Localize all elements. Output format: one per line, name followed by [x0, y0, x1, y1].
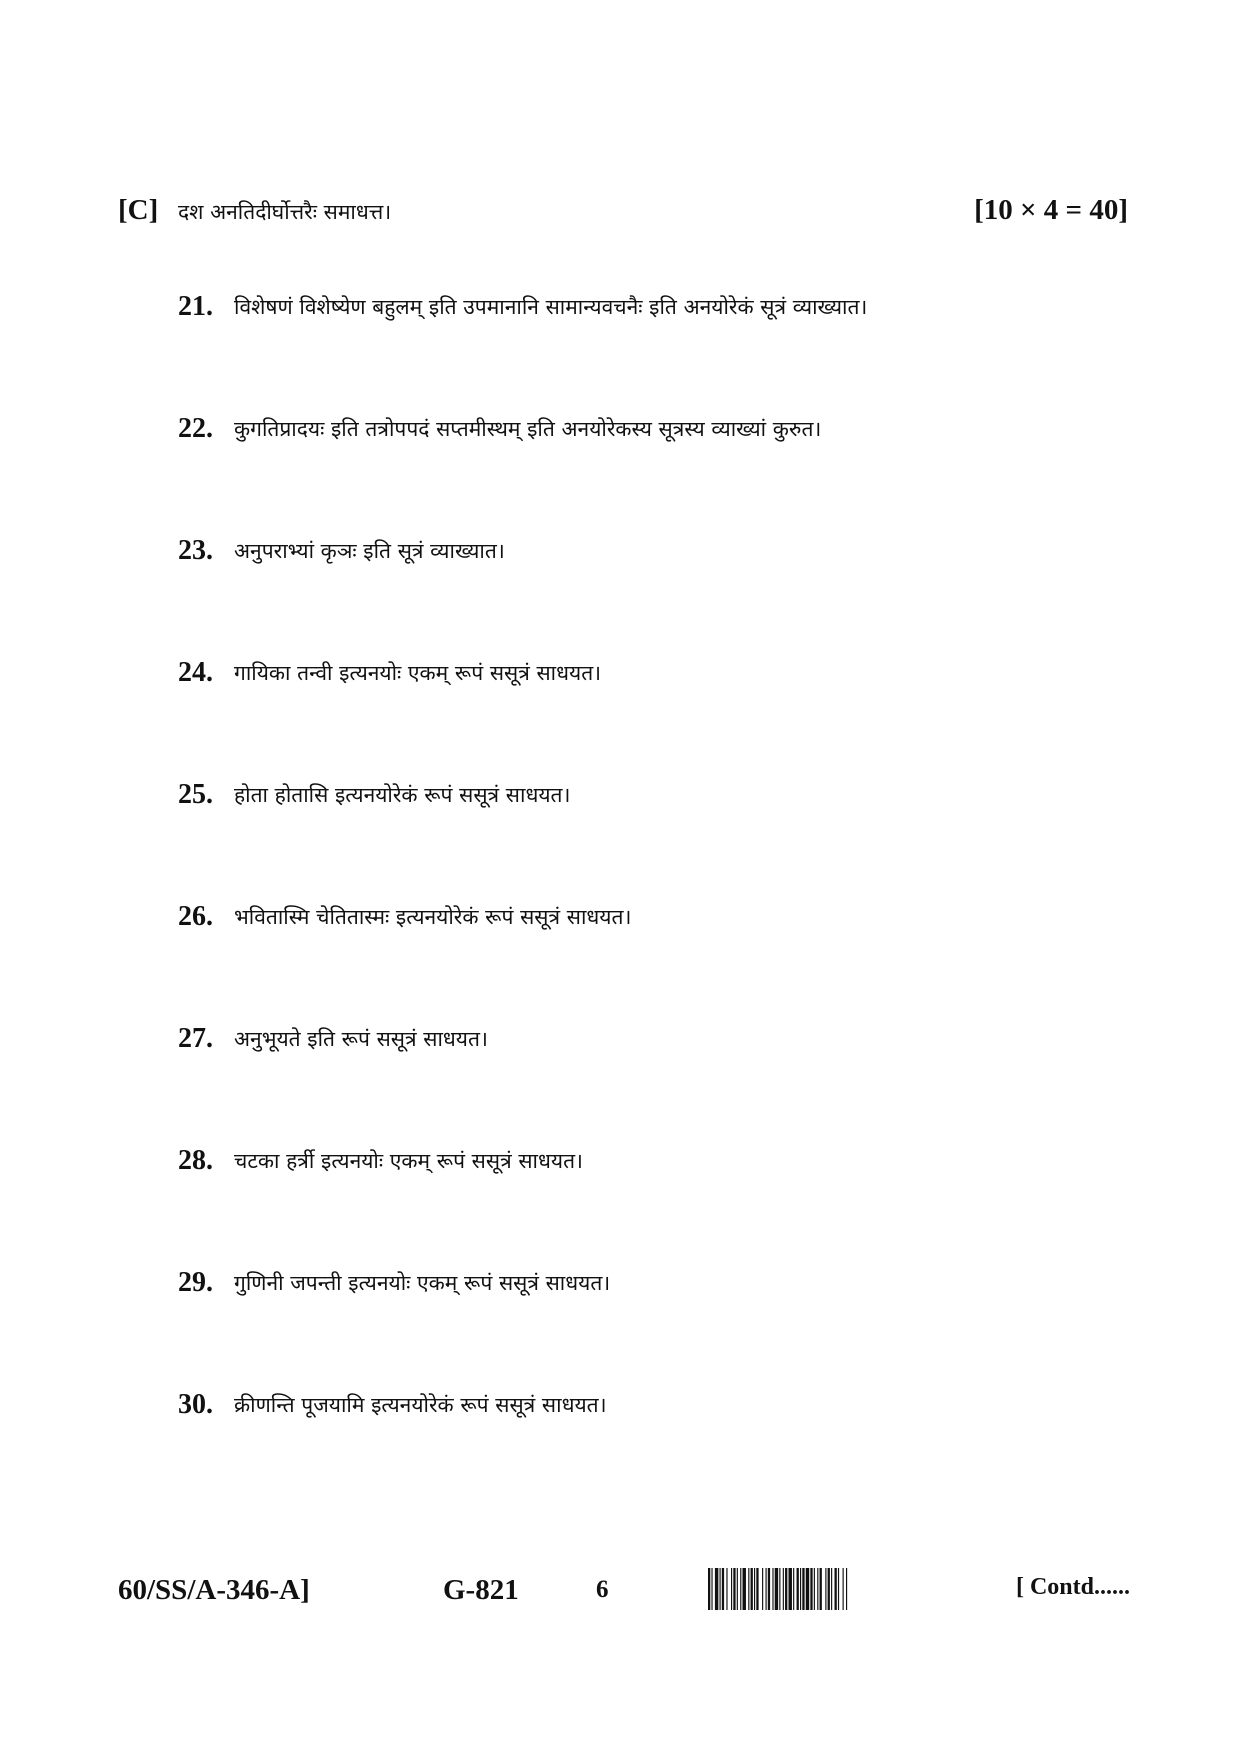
question-number: 24.	[178, 657, 213, 688]
question-text: अनुपराभ्यां कृञः इति सूत्रं व्याख्यात।	[234, 539, 505, 563]
continued-marker: [ Contd......	[1015, 1574, 1130, 1600]
question-21	[178, 290, 1158, 412]
question-number: 28.	[178, 1145, 213, 1176]
question-text: होता होतासि इत्यनयोरेकं रूपं ससूत्रं साधयत।	[234, 783, 571, 807]
section-marks: [10 × 4 = 40]	[974, 194, 1128, 226]
question-text: गुणिनी जपन्ती इत्यनयोः एकम् रूपं ससूत्रं साधयत।	[234, 1271, 611, 1295]
question-25	[178, 778, 1158, 900]
question-text: कुगतिप्रादयः इति तत्रोपपदं सप्तमीस्थम् इति अनयोरेकस्य सूत्रस्य व्याख्यां कुरुत।	[234, 417, 822, 441]
paper-code: 60/SS/A-346-A]	[118, 1574, 310, 1606]
question-number: 30.	[178, 1389, 213, 1420]
question-29	[178, 1266, 1158, 1388]
question-list	[178, 290, 1158, 1510]
question-24	[178, 656, 1158, 778]
question-number: 26.	[178, 901, 213, 932]
question-text: भवितास्मि चेतितास्मः इत्यनयोरेकं रूपं ससूत्रं साधयत।	[234, 905, 632, 929]
question-number: 21.	[178, 291, 213, 322]
question-28	[178, 1144, 1158, 1266]
section-label: [C]	[118, 194, 159, 226]
question-27	[178, 1022, 1158, 1144]
question-number: 25.	[178, 779, 213, 810]
section-header	[118, 190, 1128, 236]
page-footer	[118, 1566, 1130, 1626]
barcode-image	[708, 1568, 960, 1610]
question-26	[178, 900, 1158, 1022]
question-text: विशेषणं विशेष्येण बहुलम् इति उपमानानि सामान्यवचनैः इति अनयोरेकं सूत्रं व्याख्यात।	[234, 295, 868, 319]
paper-series: G-821	[443, 1574, 519, 1606]
question-text: गायिका तन्वी इत्यनयोः एकम् रूपं ससूत्रं साधयत।	[234, 661, 602, 685]
question-text: अनुभूयते इति रूपं ससूत्रं साधयत।	[234, 1027, 488, 1051]
page-number: 6	[596, 1576, 609, 1603]
question-text: चटका हर्त्री इत्यनयोः एकम् रूपं ससूत्रं साधयत।	[234, 1149, 584, 1173]
section-instruction: दश अनतिदीर्घोत्तरैः समाधत्त।	[178, 200, 392, 224]
question-22	[178, 412, 1158, 534]
question-number: 23.	[178, 535, 213, 566]
question-30	[178, 1388, 1158, 1510]
question-number: 29.	[178, 1267, 213, 1298]
question-23	[178, 534, 1158, 656]
question-number: 22.	[178, 413, 213, 444]
question-number: 27.	[178, 1023, 213, 1054]
question-text: क्रीणन्ति पूजयामि इत्यनयोरेकं रूपं ससूत्रं साधयत।	[234, 1393, 607, 1417]
